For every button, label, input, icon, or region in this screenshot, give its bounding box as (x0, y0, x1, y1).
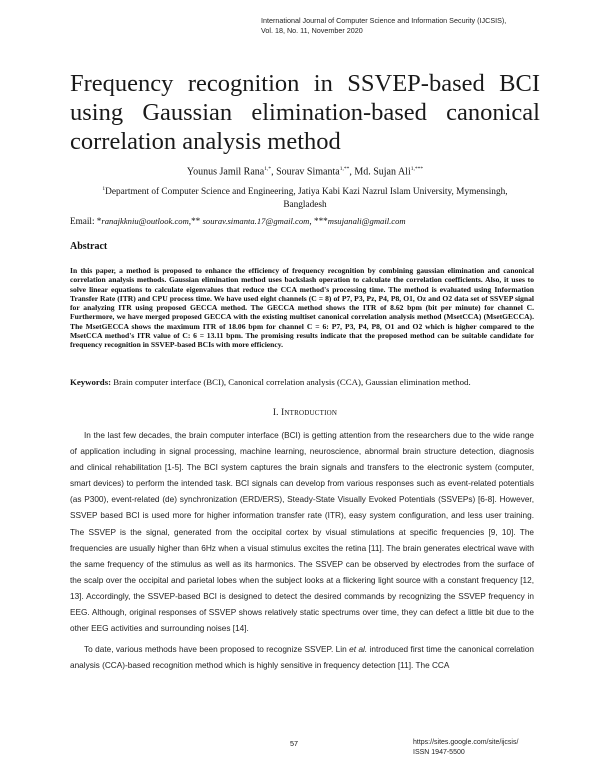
keywords (70, 377, 540, 387)
author-list: Younus Jamil Rana$^{1,*}$, Sourav Simanta$^{1,**}$, Md. Sujan Ali$^{1,***}$ (186, 166, 424, 178)
title-line-1: Frequency recognition in SSVEP-based BCI (70, 70, 540, 97)
paragraph-2-start: To date, various methods have been proposed to recognize SSVEP. Lin (84, 645, 350, 655)
paragraph-1: In the last few decades, the brain computer interface (BCI) is getting attention from the researchers due to the wide range of application including in signal processing, machine learning, neuroscience, abnormal brain structure detection, diagnosis and clinical rehabilitation [1-5]. The BCI system captures the brain signals and transfers to the electronic system (computer, smart devices) to perform the intended task. BCI signals can develop from various responses such as event-related potentials (as P300), event-related (de) synchronization (ERD/ERS), Steady-State Visually Evoked Potentials (SSVEPs) [6-8]. However, SSVEP based BCI is used more for higher information transfer rate (ITR), easy system configuration, and less user training. The SSVEP is the signal, generated from the occipital cortex by visual stimulations at specific frequencies [9, 10]. The frequencies are usually higher than 6Hz when a visual stimulus excites the retina [11]. The brain generates electrical wave with the same frequency of the stimulus as well as its harmonics. The SSVEP can be observed by electrodes from the surface of the scalp over the occipital and parietal lobes when the subject looks at a flickering light source with a constant frequency [12, 13]. Accordingly, the SSVEP-based BCI is designed to detect the desired commands by recognizing the SSVEP frequency in EEG. Although, original responses of SSVEP shows relatively static spectrums over time, they can defect a little bit due to the other EEG activities and surrounding noises [14]. (70, 431, 534, 634)
page-number: 57 (290, 739, 298, 748)
paragraph-2-emphasis: et al. (349, 645, 368, 655)
section-number: I. (272, 407, 279, 417)
footer-info (413, 738, 553, 757)
body-text (70, 428, 534, 674)
author-2-mark: 1,** (339, 166, 350, 172)
abstract-heading: Abstract (70, 241, 108, 252)
section-heading-introduction (70, 407, 540, 417)
affiliation-line-1: Department of Computer Science and Engineering, Jatiya Kabi Kazi Nazrul Islam University, Mymensingh, (105, 187, 508, 198)
author-3: Md. Sujan Ali (354, 166, 411, 178)
footer-issn: ISSN 1947-5500 (413, 748, 465, 756)
email-address-1[interactable]: ranajkkniu@outlook.com (101, 216, 189, 226)
title-line-2: using Gaussian elimination-based canonical (70, 99, 540, 126)
email-address-3[interactable]: msujanali@gmail.com (327, 216, 406, 226)
abstract-text: In this paper, a method is proposed to enhance the efficiency of frequency recognition by combining gaussian elimination and canonical correlation analysis methods. Gaussian elimination method uses backslash operation to calculate the correlation coefficients. Also, it uses to solve linear equations to calculate eigenvalues that reduce the CCA method's processing time. The method is evaluated using Information Transfer Rate (ITR) and CPU process time. We have used eight channels (C = 8) of P7, P3, Pz, P4, P8, O1, Oz and O2 data set of SSVEP signal for analyzing ITR using proposed GECCA method. The GECCA method shows the ITR of 8.62 bpm (bit per minute) for channel C. Furthermore, we have merged proposed GECCA with the existing multiset canonical correlation analysis method (MsetCCA) (MsetGECCA). The MsetGECCA shows the maximum ITR of 18.06 bpm for channel C = 6: P7, P3, P4, P8, O1 and O2 which is higher compared to the MsetCCA method's ITR value of C: 6 = 13.11 bpm. The promising results indicate that the proposed method can be suitable candidate for frequency recognition in SSVEP-based BCIs with more efficiency. (70, 266, 534, 350)
title-line-3: correlation analysis method (70, 128, 341, 155)
email-mark-2: ,** (188, 216, 203, 226)
author-2: Sourav Simanta (276, 166, 340, 178)
email-address-2[interactable]: sourav.simanta.17@gmail.com (202, 216, 310, 226)
affiliation-line-2: Bangladesh (283, 200, 327, 211)
author-1-mark: 1,* (264, 166, 272, 172)
section-title: NTRODUCTION (284, 409, 338, 417)
footer-url[interactable]: https://sites.google.com/site/ijcsis/ (413, 739, 519, 746)
email-line (70, 216, 540, 226)
keywords-label: Keywords: (70, 377, 112, 387)
journal-volume: Vol. 18, No. 11, November 2020 (261, 26, 363, 35)
affiliation (70, 183, 540, 212)
author-3-mark: 1,*** (410, 166, 424, 172)
affiliation-mark: 1 (102, 186, 106, 192)
paragraph-2-end: introduced first time the canonical correlation analysis (CCA)-based recognition method which is highly sensitive in frequency detection [11]. The CCA (70, 645, 535, 671)
section-initial: I (281, 407, 285, 417)
email-mark-3: , *** (309, 216, 328, 226)
keywords-text: Brain computer interface (BCI), Canonical correlation analysis (CCA), Gaussian elimination method. (111, 377, 471, 387)
journal-header (261, 16, 561, 36)
journal-name: International Journal of Computer Science and Information Security (IJCSIS), (261, 16, 507, 25)
email-mark-1: * (96, 216, 102, 226)
paper-title (70, 69, 540, 156)
author-1: Younus Jamil Rana (186, 166, 265, 178)
paragraph-2 (70, 642, 534, 674)
email-label: Email: (70, 216, 95, 226)
